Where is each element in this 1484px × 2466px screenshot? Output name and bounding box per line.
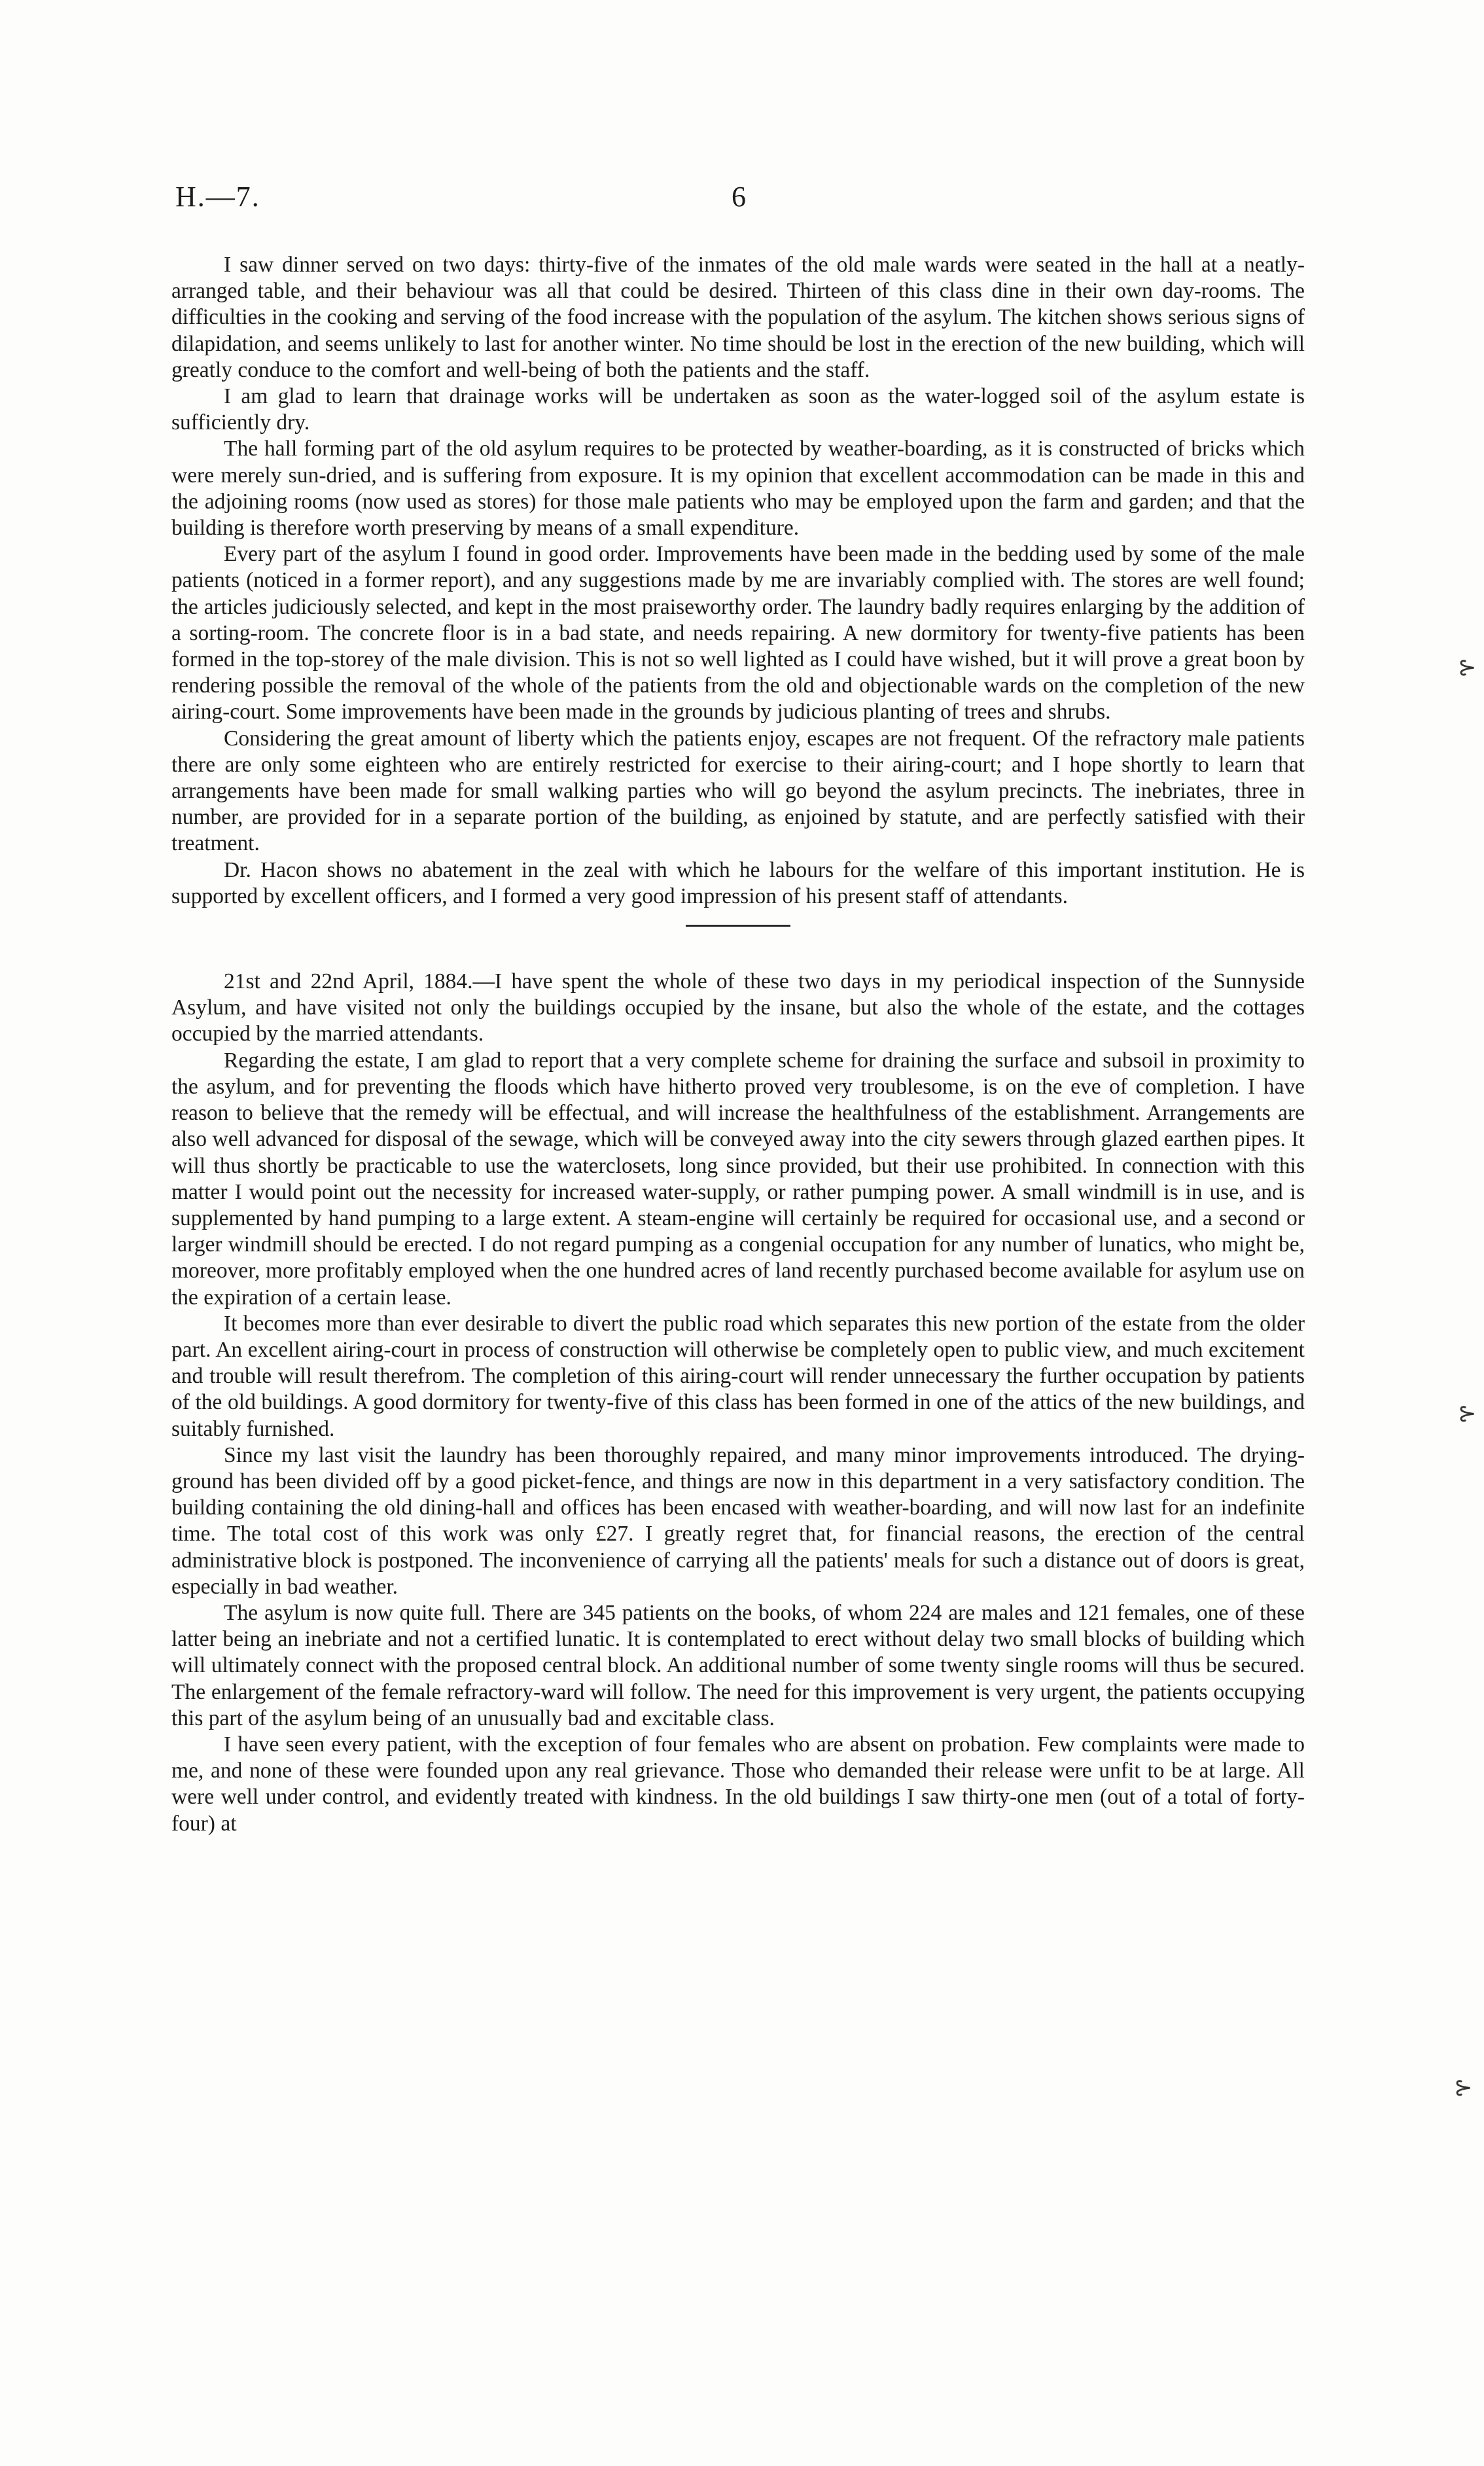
paragraph: The asylum is now quite full. There are 345 patients on the books, of whom 224 are males and 121 females, one of these latter being an inebriate and not a certified lunatic. It is contemplated to erect without delay two small blocks of building which will ultimately connect with the proposed central block. An additional number of some twenty single rooms will thus be secured. The enlargement of the female refractory-ward will follow. The need for this improvement is very urgent, the patients occupying this part of the asylum being of an unusually bad and excitable class.	[171, 1600, 1305, 1730]
paragraph: I have seen every patient, with the exception of four females who are absent on probation. Few complaints were made to me, and none of these were founded upon any real grievance. Those who demanded their release were unfit to be at large. All were well under control, and evidently treated with kindness. In the old buildings I saw thirty-one men (out of a total of forty-four) at	[171, 1732, 1305, 1836]
margin-mark-icon: ⊱	[1454, 2075, 1473, 2101]
paragraph: 21st and 22nd April, 1884.—I have spent the whole of these two days in my periodical inspection of the Sunnyside Asylum, and have visited not only the buildings occupied by the insane, but also the whole of the estate, and the cottages occupied by the married attendants.	[171, 969, 1305, 1046]
margin-mark-icon: ⊱	[1458, 654, 1477, 681]
paragraph: I am glad to learn that drainage works will be undertaken as soon as the water-logged soil of the asylum estate is sufficiently dry.	[171, 384, 1305, 435]
paragraph: Since my last visit the laundry has been thoroughly repaired, and many minor improvements introduced. The drying-ground has been divided off by a good picket-fence, and things are now in this department in a very satisfactory condition. The building containing the old dining-hall and offices has been encased with weather-boarding, and will now last for an indefinite time. The total cost of this work was only £27. I greatly regret that, for financial reasons, the erection of the central administrative block is postponed. The inconvenience of carrying all the patients' meals for such a distance out of doors is great, especially in bad weather.	[171, 1442, 1305, 1599]
margin-mark-icon: ⊱	[1458, 1401, 1477, 1427]
paragraph: Considering the great amount of liberty which the patients enjoy, escapes are not frequent. Of the refractory male patients there are only some eighteen who are entirely restricted for exercise to their airing-court; and I hope shortly to learn that arrangements have been made for small walking parties who will go beyond the asylum precincts. The inebriates, three in number, are provided for in a separate portion of the building, as enjoined by statute, and are perfectly satisfied with their treatment.	[171, 726, 1305, 856]
document-reference: H.—7.	[175, 181, 260, 213]
page-number: 6	[732, 181, 746, 213]
paragraph: Regarding the estate, I am glad to report that a very complete scheme for draining the surface and subsoil in proximity to the asylum, and for preventing the floods which have hitherto proved very troublesome, is on the eve of completion. I have reason to believe that the remedy will be effectual, and will increase the healthfulness of the establishment. Arrangements are also well advanced for disposal of the sewage, which will be conveyed away into the city sewers through glazed earthen pipes. It will thus shortly be practicable to use the waterclosets, long since provided, but their use prohibited. In connection with this matter I would point out the necessity for increased water-supply, or rather pumping power. A small windmill is in use, and is supplemented by hand pumping to a large extent. A steam-engine will certainly be required for occasional use, and a second or larger windmill should be erected. I do not regard pumping as a congenial occupation for any number of lunatics, who might be, moreover, more profitably employed when the one hundred acres of land recently purchased become available for asylum use on the expiration of a certain lease.	[171, 1048, 1305, 1310]
paragraph: I saw dinner served on two days: thirty-five of the inmates of the old male wards were seated in the hall at a neatly-arranged table, and their behaviour was all that could be desired. Thirteen of this class dine in their own day-rooms. The difficulties in the cooking and serving of the food increase with the population of the asylum. The kitchen shows serious signs of dilapidation, and seems unlikely to last for another winter. No time should be lost in the erection of the new building, which will greatly conduce to the comfort and well-being of both the patients and the staff.	[171, 253, 1305, 382]
paragraph: It becomes more than ever desirable to divert the public road which separates this new portion of the estate from the older part. An excellent airing-court in process of construction will otherwise be completely open to public view, and much excitement and trouble will result therefrom. The completion of this airing-court will render unnecessary the further occupation by patients of the old buildings. A good dormitory for twenty-five of this class has been formed in one of the attics of the new buildings, and suitably furnished.	[171, 1311, 1305, 1441]
paragraph: Dr. Hacon shows no abatement in the zeal with which he labours for the welfare of this important institution. He is supported by excellent officers, and I formed a very good impression of his present staff of attendants.	[171, 857, 1305, 908]
paragraph: Every part of the asylum I found in good order. Improvements have been made in the bedding used by some of the male patients (noticed in a former report), and any suggestions made by me are invariably complied with. The stores are well found; the articles judiciously selected, and kept in the most praiseworthy order. The laundry badly requires enlarging by the addition of a sorting-room. The concrete floor is in a bad state, and needs repairing. A new dormitory for twenty-five patients has been formed in the top-storey of the male division. This is not so well lighted as I could have wished, but it will prove a great boon by rendering possible the removal of the whole of the patients from the old and objectionable wards on the completion of the new airing-court. Some improvements have been made in the grounds by judicious planting of trees and shrubs.	[171, 542, 1305, 724]
section-divider	[686, 925, 790, 927]
report-body	[171, 252, 1305, 1837]
paragraph: The hall forming part of the old asylum requires to be protected by weather-boarding, as it is constructed of bricks which were merely sun-dried, and is suffering from exposure. It is my opinion that excellent accommodation can be made in this and the adjoining rooms (now used as stores) for those male patients who may be employed upon the farm and garden; and that the building is therefore worth preserving by means of a small expenditure.	[171, 437, 1305, 541]
